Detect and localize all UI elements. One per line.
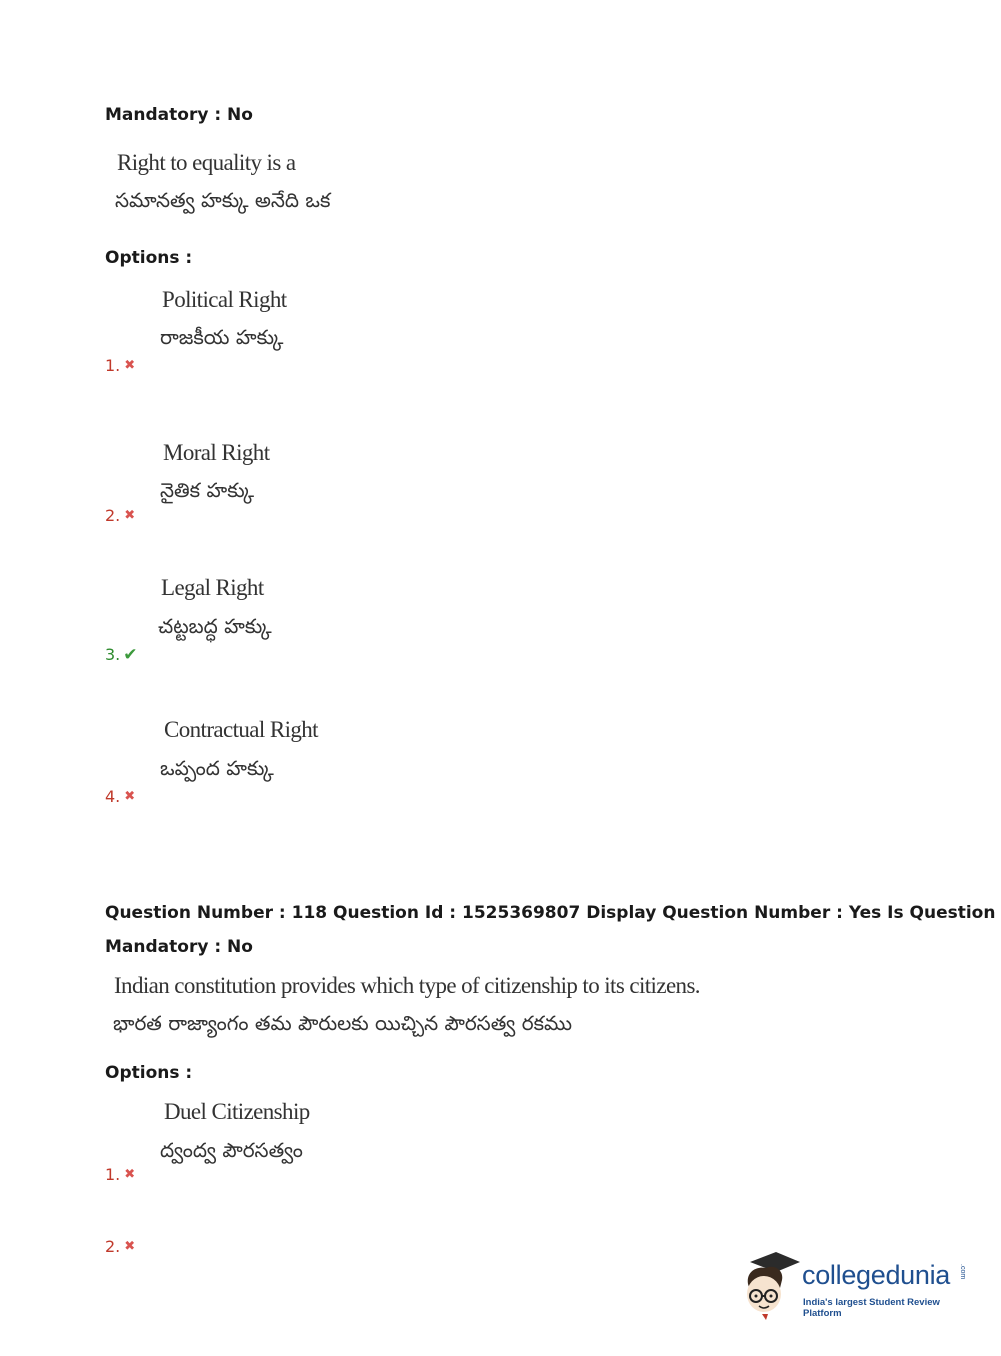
mandatory-label: Mandatory : No (105, 937, 253, 957)
cross-icon: ✖ (124, 1167, 136, 1182)
option-text-en: Political Right (162, 287, 287, 312)
option-text-te: నైతిక హక్కు (160, 478, 254, 502)
options-label: Options : (105, 1063, 193, 1083)
checkmark-icon: ✔ (123, 645, 138, 665)
mascot-icon (742, 1250, 804, 1320)
option-text-en: Contractual Right (164, 717, 318, 742)
question-text-en: Right to equality is a (117, 150, 296, 175)
logo-tagline: India's largest Student Review Platform (803, 1297, 940, 1319)
cross-icon: ✖ (124, 508, 136, 523)
cross-icon: ✖ (124, 789, 136, 804)
option-text-te: ఒప్పంద హక్కు (160, 756, 274, 780)
option-number: 4. ✖ (105, 787, 136, 806)
option-text-en: Legal Right (161, 575, 264, 600)
cross-icon: ✖ (124, 1239, 136, 1254)
option-number: 3. ✔ (105, 645, 138, 665)
question-text-te: భారత రాజ్యాంగం తమ పౌరులకు యిచ్చిన పౌరసత్వ రకము (113, 1011, 573, 1035)
option-text-en: Duel Citizenship (164, 1099, 310, 1124)
mandatory-label: Mandatory : No (105, 105, 253, 125)
question-text-te: సమానత్వ హక్కు అనేది ఒక (115, 188, 331, 212)
collegedunia-logo (742, 1250, 972, 1320)
option-number: 2. ✖ (105, 506, 136, 525)
logo-wordmark: collegedunia (802, 1260, 951, 1290)
question-text-en: Indian constitution provides which type of citizenship to its citizens. (114, 973, 700, 998)
option-text-te: ద్వంద్వ పౌరసత్వం (160, 1138, 303, 1162)
question-header: Question Number : 118 Question Id : 1525369807 Display Question Number : Yes Is Question (105, 903, 996, 923)
option-number: 1. ✖ (105, 356, 136, 375)
options-label: Options : (105, 248, 193, 268)
option-text-te: చట్టబద్ధ హక్కు (158, 614, 272, 638)
option-number: 1. ✖ (105, 1165, 136, 1184)
cross-icon: ✖ (124, 358, 136, 373)
logo-domain: .com (959, 1264, 966, 1280)
option-text-en: Moral Right (163, 440, 270, 465)
option-number: 2. ✖ (105, 1237, 136, 1256)
option-text-te: రాజకీయ హక్కు (160, 325, 284, 349)
